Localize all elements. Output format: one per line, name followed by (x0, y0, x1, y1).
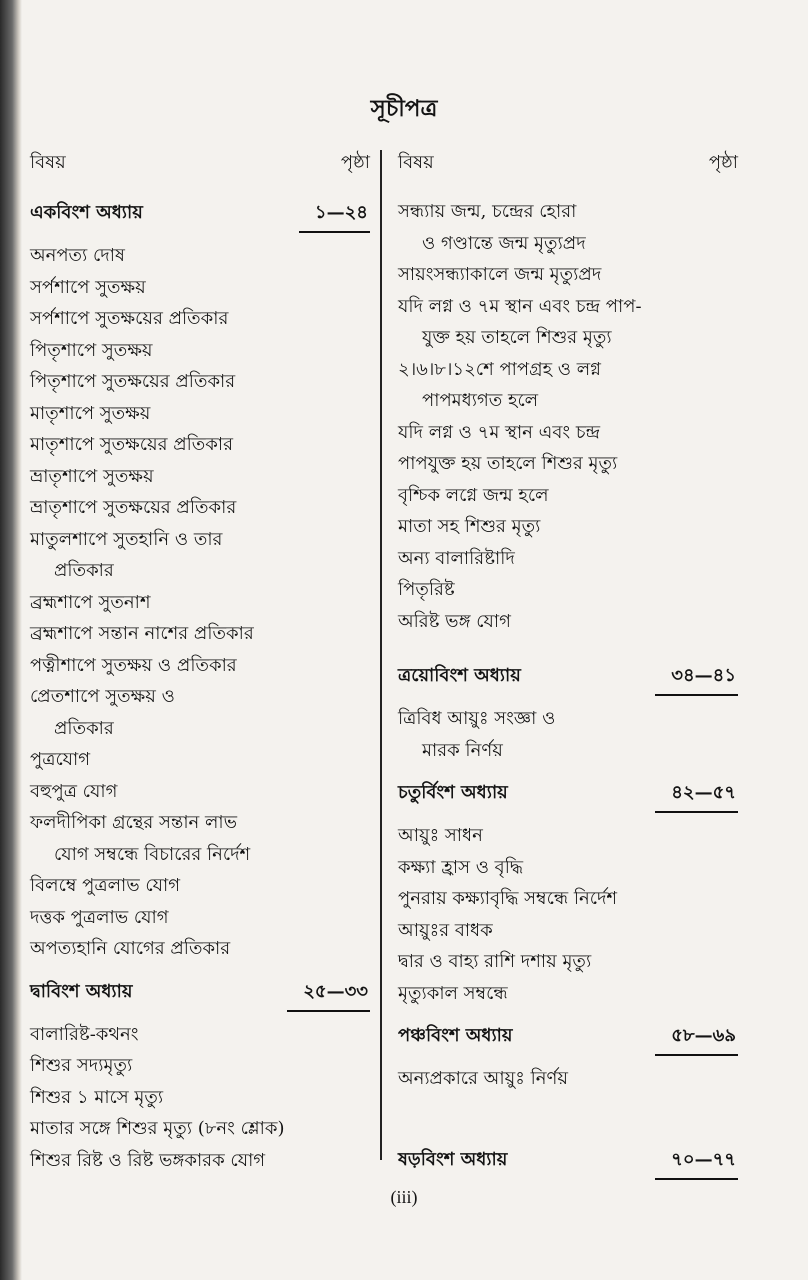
toc-entry: বহুপুত্র যোগ (30, 780, 118, 802)
toc-entry: প্রতিকার (54, 560, 114, 581)
chapter-heading (398, 1145, 738, 1189)
chapter-pages: ৩৪—৪১ (655, 661, 738, 696)
chapter-pages: ১—২৪ (299, 198, 370, 233)
toc-entry: সায়ংসন্ধ্যাকালে জন্ম মৃত্যুপ্রদ (398, 264, 602, 285)
toc-entry: ব্রহ্মশাপে সন্তান নাশের প্রতিকার (30, 623, 254, 644)
toc-entry: প্রতিকার (54, 717, 114, 739)
toc-entry: বৃশ্চিক লগ্নে জন্ম হলে (398, 484, 549, 506)
toc-entry: ২।৬।৮।১২শে পাপগ্রহ ও লগ্ন (398, 358, 601, 380)
chapter-name: দ্বাবিংশ অধ্যায় (30, 980, 133, 1002)
chapter-heading (398, 1021, 738, 1065)
toc-entry: মাতুলশাপে সুতহানি ও তার (30, 528, 223, 550)
toc-entry: দ্বার ও বাহ্য রাশি দশায় মৃত্যু (398, 951, 592, 972)
toc-entry: ভ্রাতৃশাপে সুতক্ষয়ের প্রতিকার (30, 497, 237, 518)
toc-entry: পাপমধ্যগত হলে (422, 390, 539, 411)
chapter-pages: ৫৮—৬৯ (655, 1021, 738, 1056)
toc-entry: পাপযুক্ত হয় তাহলে শিশুর মৃত্যু (398, 453, 618, 474)
toc-entry: পিতৃশাপে সুতক্ষয়ের প্রতিকার (30, 371, 236, 392)
chapter-heading (30, 198, 370, 242)
toc-entry: অন্য বালারিষ্টাদি (398, 547, 515, 569)
toc-entry: মাতৃশাপে সুতক্ষয় (30, 402, 151, 424)
chapter-name: পঞ্চবিংশ অধ্যায় (398, 1025, 513, 1046)
right-column (398, 148, 738, 1189)
chapter-pages: ৭০—৭৭ (655, 1145, 738, 1180)
toc-entry: যোগ সম্বন্ধে বিচারের নির্দেশ (54, 843, 251, 865)
toc-entry: পিতৃশাপে সুতক্ষয় (30, 339, 153, 361)
right-header (398, 148, 738, 198)
toc-entry: ব্রহ্মশাপে সুতনাশ (30, 591, 151, 613)
toc-entry: পত্নীশাপে সুতক্ষয় ও প্রতিকার (30, 654, 237, 676)
chapter-name: একবিংশ অধ্যায় (30, 202, 143, 223)
toc-entry: ভ্রাতৃশাপে সুতক্ষয় (30, 465, 154, 487)
header-subject: বিষয় (30, 152, 66, 173)
page-title: সূচীপত্র (370, 95, 438, 122)
toc-entry: যুক্ত হয় তাহলে শিশুর মৃত্যু (422, 327, 612, 348)
chapter-heading (30, 977, 370, 1021)
column-divider (380, 150, 382, 1160)
toc-entry: প্রেতশাপে সুতক্ষয় ও (30, 686, 175, 707)
chapter-pages: ২৫—৩৩ (287, 977, 370, 1012)
header-subject: বিষয় (398, 152, 434, 173)
toc-entry: কক্ষ্যা হ্রাস ও বৃদ্ধি (398, 856, 524, 878)
toc-entry: অন্যপ্রকারে আয়ুঃ নির্ণয় (398, 1068, 568, 1089)
toc-entry: বালারিষ্ট-কথনং (30, 1023, 139, 1045)
toc-entry: পিতৃরিষ্ট (398, 579, 455, 600)
toc-entry: সর্পশাপে সুতক্ষয়ের প্রতিকার (30, 308, 229, 329)
toc-entry: সন্ধ্যায় জন্ম, চন্দ্রের হোরা (398, 201, 577, 222)
chapter-name: চতুর্বিংশ অধ্যায় (398, 782, 508, 803)
chapter-heading (398, 778, 738, 822)
left-column (30, 148, 370, 1178)
toc-entry: আয়ুঃ সাধন (398, 825, 483, 846)
page-number: (iii) (390, 1187, 418, 1207)
toc-entry: ত্রিবিধ আয়ুঃ সংজ্ঞা ও (398, 708, 556, 729)
chapter-name: ত্রয়োবিংশ অধ্যায় (398, 665, 521, 686)
toc-entry: মৃত্যুকাল সম্বন্ধে (398, 982, 508, 1004)
chapter-pages: ৪২—৫৭ (655, 778, 738, 813)
toc-entry: ফলদীপিকা গ্রন্থের সন্তান লাভ (30, 812, 238, 833)
book-binding-shadow (0, 0, 22, 1280)
toc-entry: দত্তক পুত্রলাভ যোগ (30, 906, 169, 928)
toc-entry: মাতৃশাপে সুতক্ষয়ের প্রতিকার (30, 434, 234, 455)
chapter-name: ষড়বিংশ অধ্যায় (398, 1148, 508, 1170)
toc-entry: সর্পশাপে সুতক্ষয় (30, 276, 146, 298)
toc-entry: পুনরায় কক্ষ্যাবৃদ্ধি সম্বন্ধে নির্দেশ (398, 888, 618, 909)
toc-entry: মারক নির্ণয় (422, 739, 503, 761)
toc-entry: যদি লগ্ন ও ৭ম স্থান এবং চন্দ্র পাপ- (398, 295, 642, 317)
toc-entry: অনপত্য দোষ (30, 245, 125, 266)
header-page: পৃষ্ঠা (708, 152, 738, 173)
header-page: পৃষ্ঠা (340, 152, 370, 173)
chapter-heading (398, 661, 738, 705)
toc-entry: মাতার সঙ্গে শিশুর মৃত্যু (৮নং শ্লোক) (30, 1118, 285, 1139)
toc-entry: শিশুর ১ মাসে মৃত্যু (30, 1086, 164, 1108)
toc-entry: ও গণ্ডান্তে জন্ম মৃত্যুপ্রদ (422, 232, 586, 254)
toc-entry: শিশুর রিষ্ট ও রিষ্ট ভঙ্গকারক যোগ (30, 1149, 266, 1171)
toc-entry: মাতা সহ শিশুর মৃত্যু (398, 516, 541, 537)
left-header (30, 148, 370, 198)
toc-entry: যদি লগ্ন ও ৭ম স্থান এবং চন্দ্র (398, 421, 601, 443)
toc-entry: অরিষ্ট ভঙ্গ যোগ (398, 610, 511, 632)
toc-entry: শিশুর সদ্যমৃত্যু (30, 1055, 133, 1076)
toc-entry: আয়ুঃর বাধক (398, 919, 493, 941)
toc-entry: অপত্যহানি যোগের প্রতিকার (30, 938, 231, 959)
toc-entry: বিলম্বে পুত্রলাভ যোগ (30, 875, 181, 896)
toc-entry: পুত্রযোগ (30, 749, 91, 770)
